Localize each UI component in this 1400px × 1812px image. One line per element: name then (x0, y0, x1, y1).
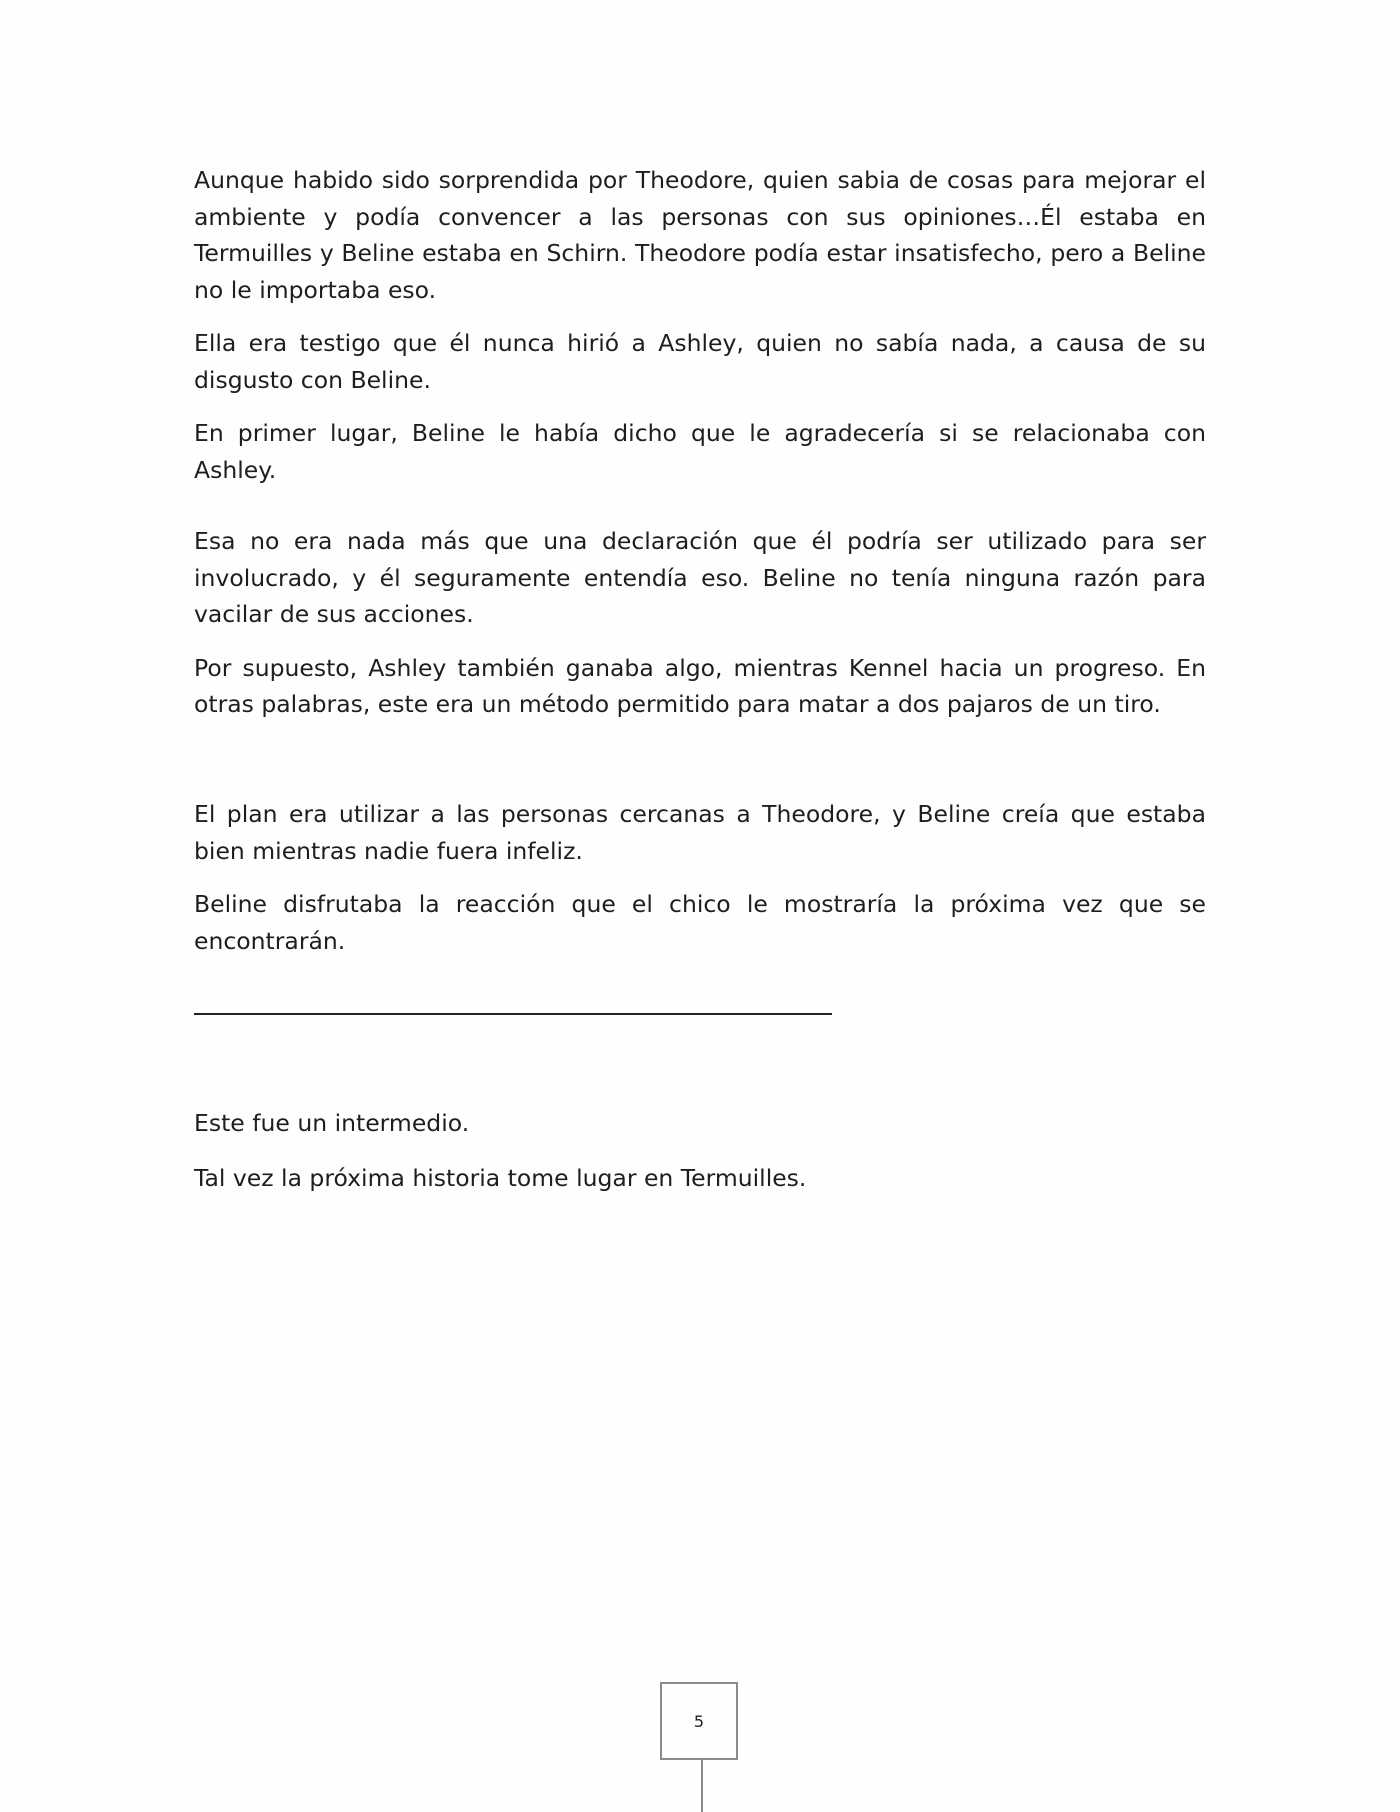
paragraph-2: Ella era testigo que él nunca hirió a Ashley, quien no sabía nada, a causa de su disgusto con Beline. (194, 329, 1206, 394)
paragraph-5: Por supuesto, Ashley también ganaba algo, mientras Kennel hacia un progreso. En otras palabras, este era un método permitido para matar a dos pajaros de un tiro. (194, 653, 1206, 718)
text-section-4 (194, 1105, 1206, 1196)
section-divider-line (194, 1013, 832, 1015)
paragraph-7: Beline disfrutaba la reacción que el chico le mostraría la próxima vez que se encontrarán. (194, 890, 1206, 955)
paragraph-6: El plan era utilizar a las personas cercanas a Theodore, y Beline creía que estaba bien mientras nadie fuera infeliz. (194, 800, 1206, 865)
paragraph-1: Aunque habido sido sorprendida por Theodore, quien sabia de cosas para mejorar el ambiente y podía convencer a las personas con sus opiniones…Él estaba en Termuilles y Beline estaba en Schirn. Theodore podía estar insatisfecho, pero a Beline no le importaba eso. (194, 166, 1206, 304)
text-section-2 (194, 523, 1206, 723)
paragraph-4: Esa no era nada más que una declaración que él podría ser utilizado para ser involucrado, y él seguramente entendía eso. Beline no tenía ninguna razón para vacilar de sus acciones. (194, 527, 1206, 628)
page-number: 5 (660, 1682, 738, 1760)
text-section-3 (194, 796, 1206, 959)
page-number-stem (701, 1760, 703, 1812)
paragraph-3: En primer lugar, Beline le había dicho que le agradecería si se relacionaba con Ashley. (194, 419, 1206, 484)
paragraph-8: Este fue un intermedio. (194, 1109, 470, 1137)
text-section-1 (194, 162, 1206, 488)
paragraph-9: Tal vez la próxima historia tome lugar en Termuilles. (194, 1163, 807, 1192)
